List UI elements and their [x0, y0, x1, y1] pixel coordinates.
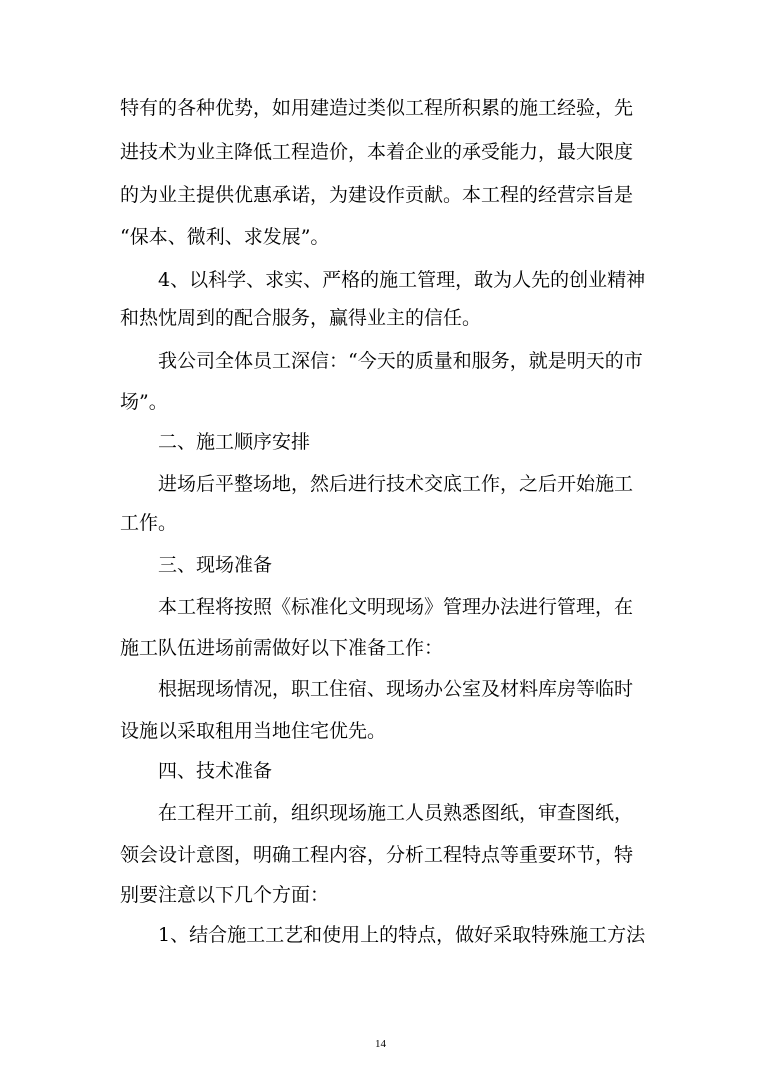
text-line-19: 领会设计意图，明确工程内容，分析工程特点等重要环节，特: [120, 844, 634, 866]
text-line-7: 我公司全体员工深信：“今天的质量和服务，就是明天的市: [158, 350, 643, 372]
text-line-8: 场”。: [120, 391, 168, 413]
text-line-2: 进技术为业主降低工程造价，本着企业的承受能力，最大限度: [120, 141, 634, 163]
text-line-13: 本工程将按照《标准化文明现场》管理办法进行管理，在: [158, 596, 634, 618]
text-line-10: 进场后平整场地，然后进行技术交底工作，之后开始施工: [158, 473, 634, 495]
text-line-5: 4、以科学、求实、严格的施工管理，敢为人先的创业精神: [158, 269, 646, 291]
text-line-21: 1、结合施工工艺和使用上的特点，做好采取特殊施工方法: [158, 924, 646, 946]
text-line-18: 在工程开工前，组织现场施工人员熟悉图纸，审查图纸，: [158, 802, 634, 824]
text-line-16: 设施以采取租用当地住宅优先。: [120, 720, 387, 742]
text-line-11: 工作。: [120, 512, 178, 534]
text-line-15: 根据现场情况，职工住宿、现场办公室及材料库房等临时: [158, 678, 634, 700]
section-heading-3: 三、现场准备: [158, 554, 273, 576]
text-line-20: 别要注意以下几个方面：: [120, 884, 330, 906]
text-line-4: “保本、微利、求发展”。: [120, 226, 330, 248]
section-heading-4: 四、技术准备: [158, 760, 273, 782]
page-number: 14: [375, 1038, 386, 1050]
section-heading-2: 二、施工顺序安排: [158, 431, 311, 453]
text-line-1: 特有的各种优势，如用建造过类似工程所积累的施工经验，先: [120, 97, 634, 119]
text-line-6: 和热忱周到的配合服务，赢得业主的信任。: [120, 307, 482, 329]
text-line-3: 的为业主提供优惠承诺，为建设作贡献。本工程的经营宗旨是: [120, 184, 634, 206]
text-line-14: 施工队伍进场前需做好以下准备工作：: [120, 637, 444, 659]
